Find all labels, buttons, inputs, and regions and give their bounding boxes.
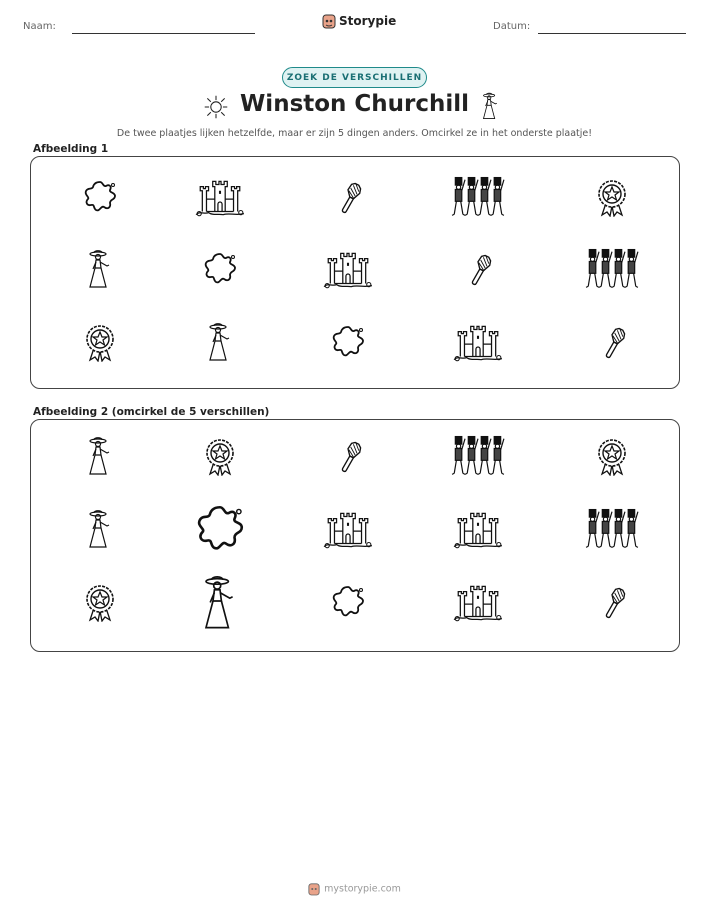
page-title: Winston Churchill bbox=[239, 91, 470, 117]
medal-icon[interactable] bbox=[592, 436, 632, 476]
lady-icon bbox=[205, 321, 235, 363]
footer bbox=[0, 882, 709, 896]
lady-icon bbox=[85, 248, 115, 290]
medal-icon bbox=[80, 322, 120, 362]
instructions: De twee plaatjes lijken hetzelfde, maar er zijn 5 dingen anders. Omcirkel ze in het onderste plaatje! bbox=[116, 128, 593, 139]
castle-icon[interactable] bbox=[452, 508, 504, 550]
worksheet-type-badge: ZOEK DE VERSCHILLEN bbox=[282, 67, 427, 88]
brand-name: Storypie bbox=[339, 14, 397, 28]
castle-icon bbox=[194, 176, 246, 218]
lady-icon[interactable] bbox=[85, 435, 115, 477]
soldiers-icon[interactable] bbox=[451, 434, 505, 478]
splat-icon bbox=[200, 249, 240, 289]
splat-icon[interactable] bbox=[191, 500, 249, 558]
brush-icon bbox=[460, 249, 496, 289]
storypie-logo-icon bbox=[308, 882, 320, 896]
splat-icon bbox=[328, 322, 368, 362]
name-label: Naam: bbox=[23, 21, 56, 32]
brand-logo bbox=[322, 13, 396, 29]
medal-icon bbox=[592, 177, 632, 217]
brush-icon[interactable] bbox=[594, 582, 630, 622]
castle-icon[interactable] bbox=[322, 508, 374, 550]
brush-icon bbox=[330, 177, 366, 217]
name-field[interactable] bbox=[72, 33, 255, 34]
brush-icon[interactable] bbox=[330, 436, 366, 476]
castle-icon bbox=[322, 248, 374, 290]
castle-icon bbox=[452, 321, 504, 363]
date-label: Datum: bbox=[493, 21, 531, 32]
soldiers-icon bbox=[585, 247, 639, 291]
panel1-label: Afbeelding 1 bbox=[33, 143, 109, 155]
panel2-label: Afbeelding 2 (omcirkel de 5 verschillen) bbox=[33, 406, 270, 418]
splat-icon bbox=[80, 177, 120, 217]
soldiers-icon bbox=[451, 175, 505, 219]
splat-icon[interactable] bbox=[328, 582, 368, 622]
medal-icon[interactable] bbox=[200, 436, 240, 476]
lady-icon[interactable] bbox=[85, 508, 115, 550]
castle-icon[interactable] bbox=[452, 581, 504, 623]
footer-url: mystorypie.com bbox=[324, 883, 401, 895]
lady-icon bbox=[480, 92, 501, 120]
storypie-logo-icon bbox=[322, 13, 336, 29]
date-field[interactable] bbox=[538, 33, 686, 34]
lady-icon[interactable] bbox=[199, 573, 241, 632]
soldiers-icon[interactable] bbox=[585, 507, 639, 551]
brush-icon bbox=[594, 322, 630, 362]
medal-icon[interactable] bbox=[80, 582, 120, 622]
